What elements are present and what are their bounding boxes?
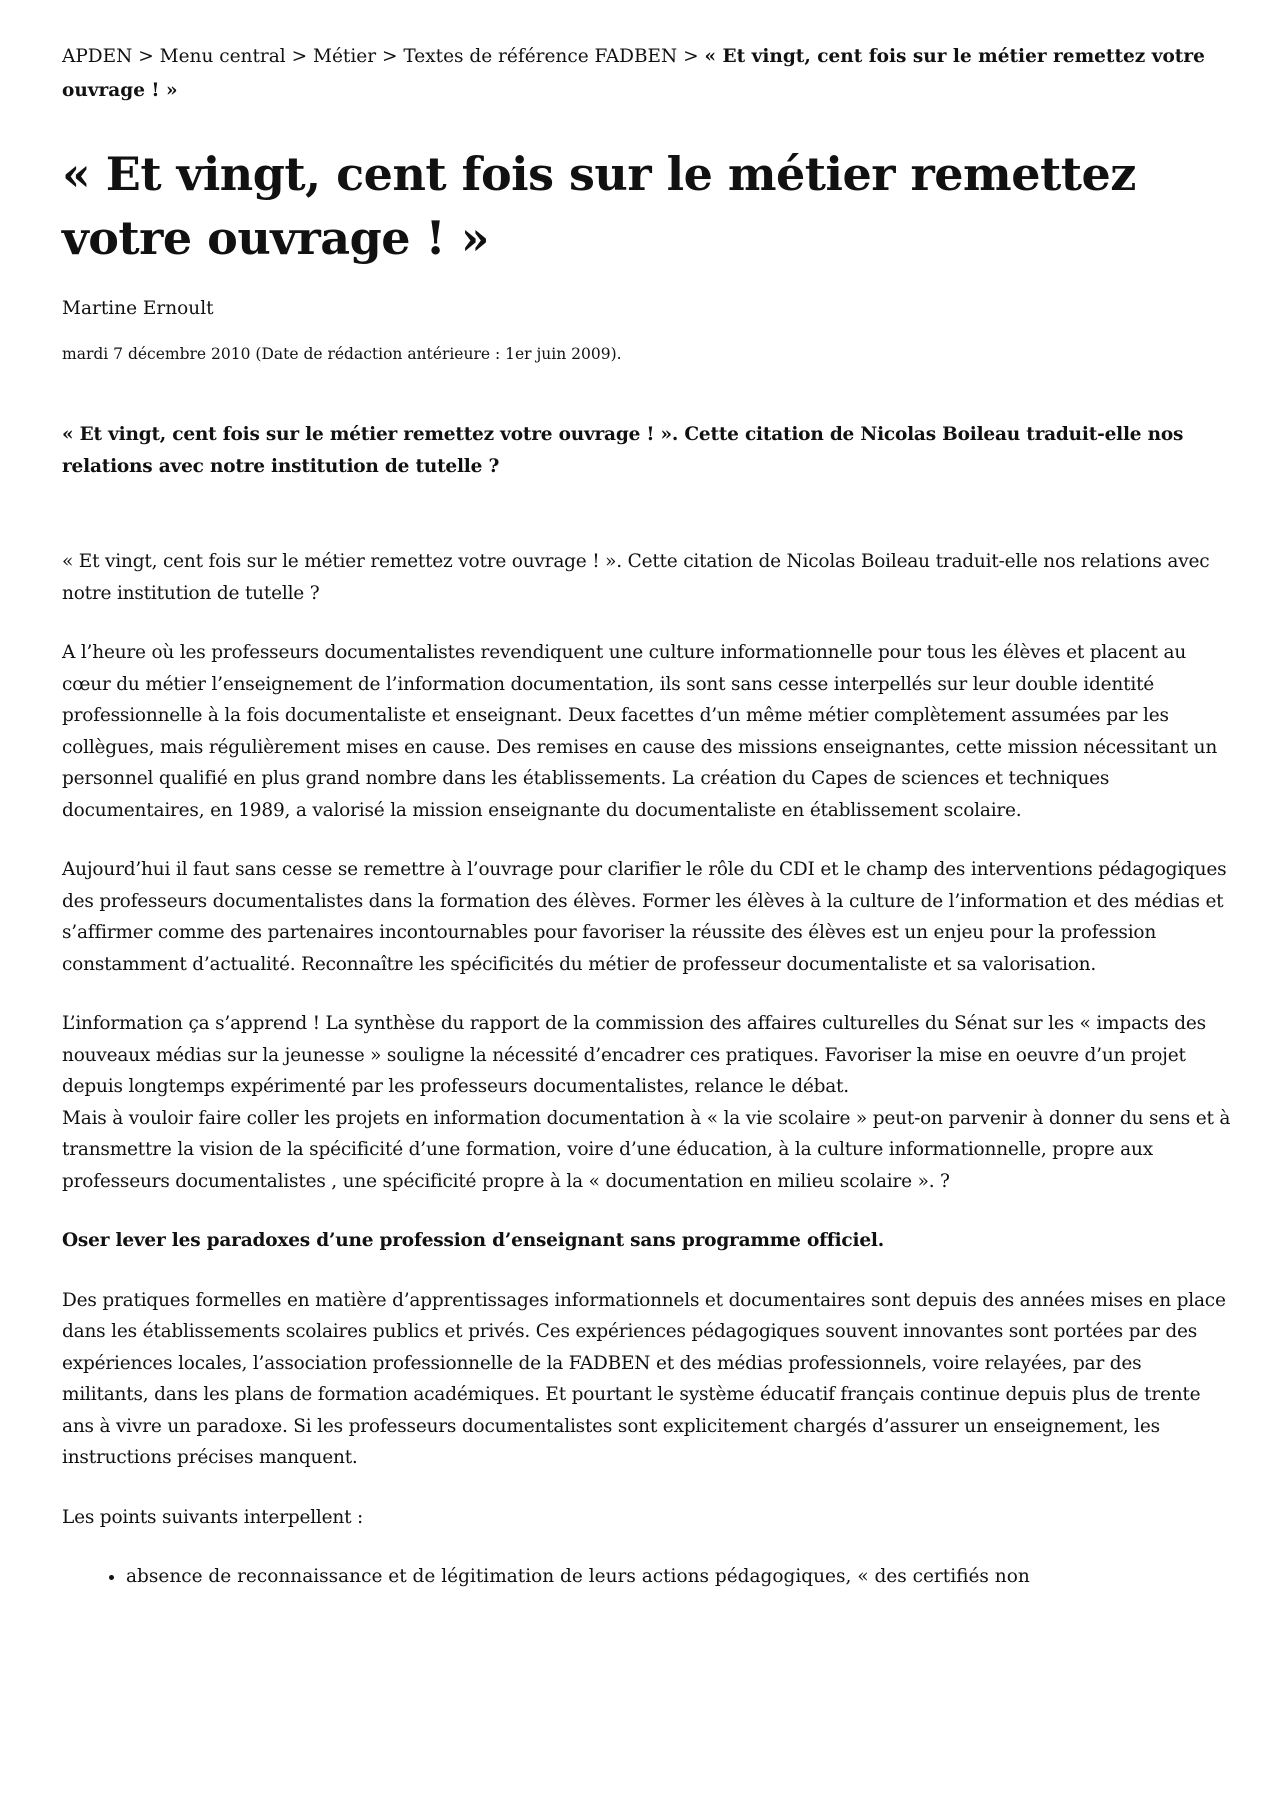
article-lead: « Et vingt, cent fois sur le métier remettez votre ouvrage ! ». Cette citation de Nicolas Boileau traduit-elle nos relations avec notre institution de tutelle ? — [62, 424, 1184, 477]
paragraph: Les points suivants interpellent : — [62, 1506, 364, 1528]
paragraph: Des pratiques formelles en matière d’apprentissages informationnels et documentaires sont depuis des années mises en place dans les établissements scolaires publics et privés. Ces expériences pédagogiques souvent innovantes sont portées par des expériences locales, l’association professionnelle de la FADBEN et des médias professionnels, voire relayées, par des militants, dans les plans de formation académiques. Et pourtant le système éducatif français continue depuis plus de trente ans à vivre un paradoxe. Si les professeurs documentalistes sont explicitement chargés d’assurer un enseignement, les instructions précises manquent. — [62, 1289, 1226, 1468]
paragraph: Aujourd’hui il faut sans cesse se remettre à l’ouvrage pour clarifier le rôle du CDI et le champ des interventions pédagogiques des professeurs documentalistes dans la formation des élèves. Former les élèves à la culture de l’information et des médias et s’affirmer comme des partenaires incontournables pour favoriser la réussite des élèves est un enjeu pour la profession constamment d’actualité. Reconnaître les spécificités du métier de professeur documentaliste et sa valorisation. — [62, 859, 1227, 975]
section-heading: Oser lever les paradoxes d’une profession d’enseignant sans programme officiel. — [62, 1230, 884, 1251]
breadcrumb-separator: > — [138, 46, 154, 67]
page-content — [62, 40, 1232, 1593]
paragraph-line: L’information ça s’apprend ! La synthèse du rapport de la commission des affaires culturelles du Sénat sur les « impacts des nouveaux médias sur la jeunesse » souligne la nécessité d’encadrer ces pratiques. Favoriser la mise en oeuvre d’un projet depuis longtemps expérimenté par les professeurs documentalistes, relance le débat. — [62, 1013, 1206, 1097]
breadcrumb-current: « Et vingt, cent fois sur le métier remettez votre ouvrage ! » — [62, 46, 1205, 101]
paragraph: « Et vingt, cent fois sur le métier remettez votre ouvrage ! ». Cette citation de Nicolas Boileau traduit-elle nos relations avec notre institution de tutelle ? — [62, 551, 1210, 604]
paragraph-line: Mais à vouloir faire coller les projets en information documentation à « la vie scolaire » peut-on parvenir à donner du sens et à transmettre la vision de la spécificité d’une formation, voire d’une éducation, à la culture informationnelle, propre aux professeurs documentalistes , une spécificité propre à la « documentation en milieu scolaire ». ? — [62, 1107, 1231, 1192]
paragraph — [62, 1008, 1232, 1197]
paragraph: A l’heure où les professeurs documentalistes revendiquent une culture informationnelle pour tous les élèves et placent au cœur du métier l’enseignement de l’information documentation, ils sont sans cesse interpellés sur leur double identité professionnelle à la fois documentaliste et enseignant. Deux facettes d’un même métier complètement assumées par les collègues, mais régulièrement mises en cause. Des remises en cause des missions enseignantes, cette mission nécessitant un personnel qualifié en plus grand nombre dans les établissements. La création du Capes de sciences et techniques documentaires, en 1989, a valorisé la mission enseignante du documentaliste en établissement scolaire. — [62, 642, 1218, 821]
page-title: « Et vingt, cent fois sur le métier remettez votre ouvrage ! » — [62, 147, 1136, 265]
article-date: mardi 7 décembre 2010 (Date de rédaction antérieure : 1er juin 2009). — [62, 345, 622, 363]
breadcrumb-link-menu-central[interactable]: Menu central — [159, 46, 286, 67]
article-author: Martine Ernoult — [62, 298, 214, 319]
breadcrumb-separator: > — [291, 46, 308, 67]
breadcrumb — [62, 40, 1232, 108]
list-item: • absence de reconnaissance et de légitimation de leurs actions pédagogiques, « des certifiés non — [126, 1561, 1232, 1593]
bullet-list — [62, 1561, 1232, 1593]
breadcrumb-link-apden[interactable]: APDEN — [62, 46, 133, 67]
breadcrumb-link-textes-fadben[interactable]: Textes de référence FADBEN — [403, 46, 678, 67]
breadcrumb-separator: > — [381, 46, 398, 67]
breadcrumb-separator: > — [683, 46, 699, 67]
breadcrumb-link-metier[interactable]: Métier — [313, 46, 377, 67]
